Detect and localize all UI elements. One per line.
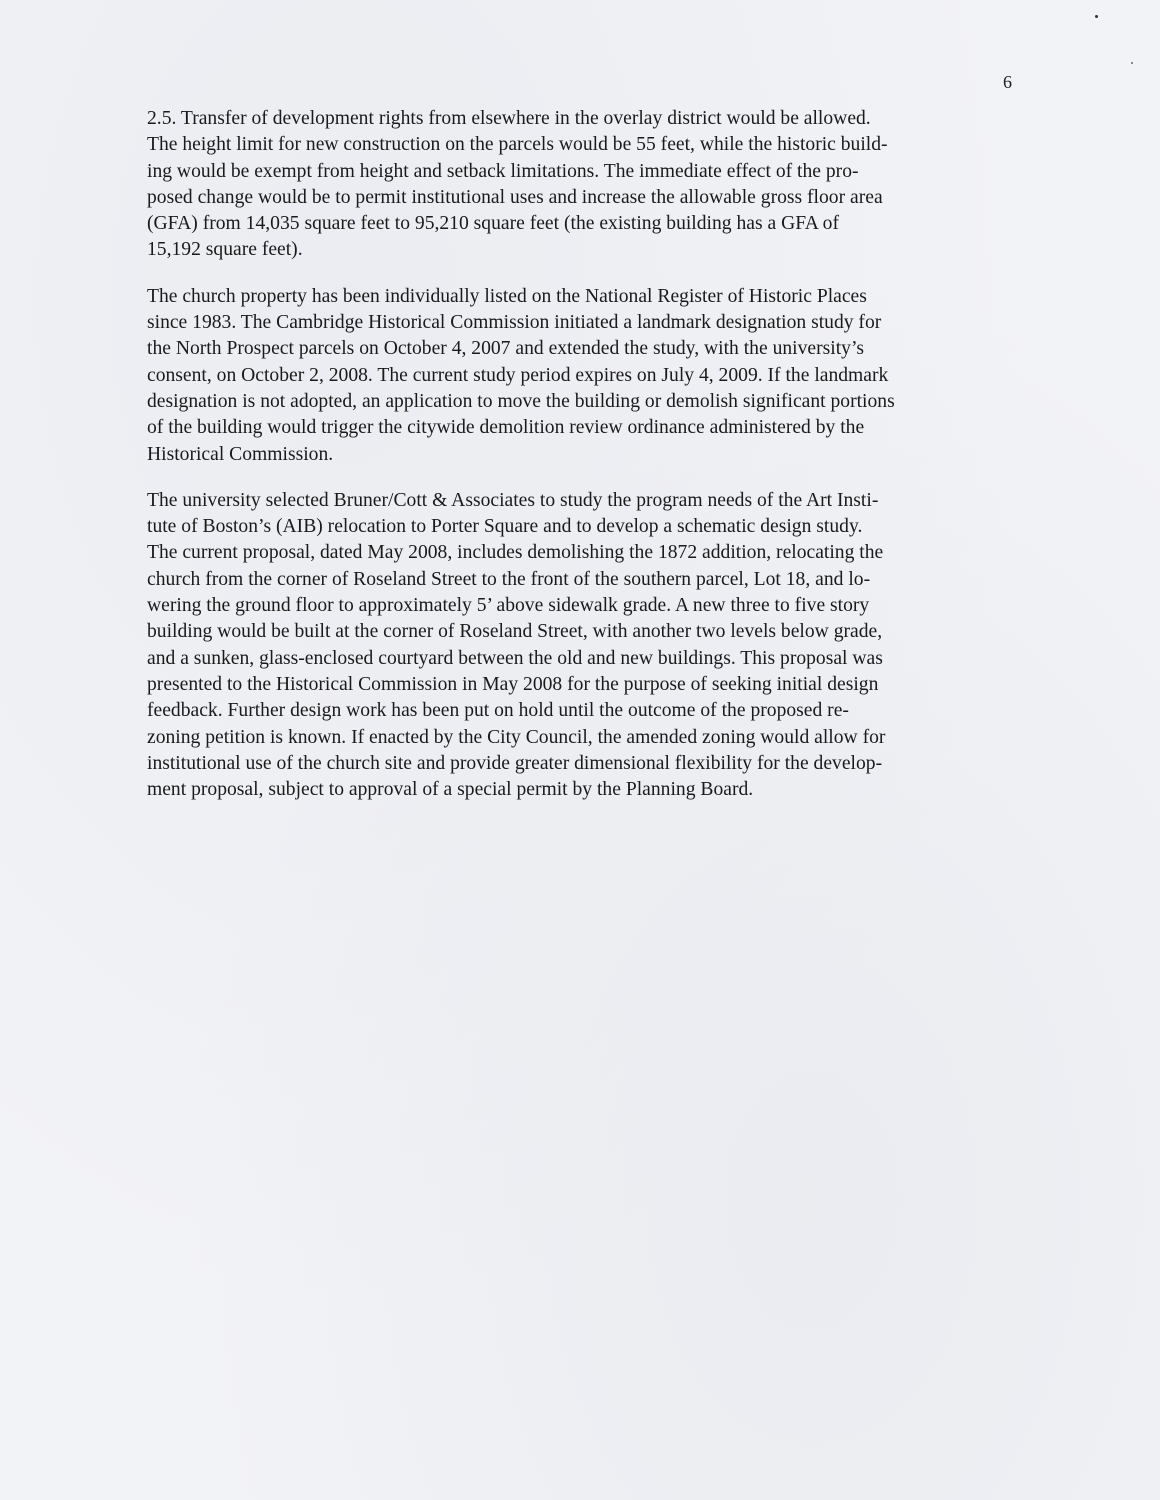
text-line: wering the ground floor to approximately 5’ above sidewalk grade. A new three to five story [147,595,870,617]
text-line: The height limit for new construction on the parcels would be 55 feet, while the historic build- [147,134,888,156]
text-line: designation is not adopted, an application to move the building or demolish significant portions [147,390,895,412]
text-line: and a sunken, glass-enclosed courtyard between the old and new buildings. This proposal was [147,647,883,669]
text-line: The current proposal, dated May 2008, includes demolishing the 1872 addition, relocating the [147,542,884,564]
text-line: of the building would trigger the citywide demolition review ordinance administered by the [147,417,865,439]
text-line: 2.5. Transfer of development rights from elsewhere in the overlay district would be allowed. [147,108,871,129]
scan-speck [1095,15,1098,18]
text-line: the North Prospect parcels on October 4, 2007 and extended the study, with the university’s [147,338,865,360]
paragraph-historic-register [147,284,1013,468]
text-line: since 1983. The Cambridge Historical Commission initiated a landmark designation study for [147,312,882,334]
text-line: (GFA) from 14,035 square feet to 95,210 square feet (the existing building has a GFA of [147,213,839,235]
text-line: presented to the Historical Commission in May 2008 for the purpose of seeking initial design [147,673,879,695]
text-line: Historical Commission. [147,443,334,465]
text-line: institutional use of the church site and provide greater dimensional flexibility for the develop- [147,752,883,774]
text-line: feedback. Further design work has been put on hold until the outcome of the proposed re- [147,700,849,722]
page-number: 6 [1003,72,1012,92]
text-line: consent, on October 2, 2008. The current study period expires on July 4, 2009. If the landmark [147,364,889,386]
scan-speck [1131,62,1133,64]
text-line: ment proposal, subject to approval of a special permit by the Planning Board. [147,779,754,801]
text-line: building would be built at the corner of Roseland Street, with another two levels below grade, [147,621,883,643]
paragraph-zoning-details [147,106,1013,264]
text-line: The church property has been individually listed on the National Register of Historic Places [147,285,867,307]
text-line: zoning petition is known. If enacted by the City Council, the amended zoning would allow for [147,726,886,748]
paragraph-design-proposal [147,488,1013,804]
text-line: The university selected Bruner/Cott & Associates to study the program needs of the Art Insti- [147,489,879,511]
text-line: tute of Boston’s (AIB) relocation to Porter Square and to develop a schematic design study. [147,516,863,538]
text-line: church from the corner of Roseland Street to the front of the southern parcel, Lot 18, and lo- [147,568,871,590]
text-line: 15,192 square feet). [147,239,303,261]
document-body [147,106,1013,823]
text-line: posed change would be to permit institutional uses and increase the allowable gross floor area [147,186,883,208]
text-line: ing would be exempt from height and setback limitations. The immediate effect of the pro- [147,160,859,182]
